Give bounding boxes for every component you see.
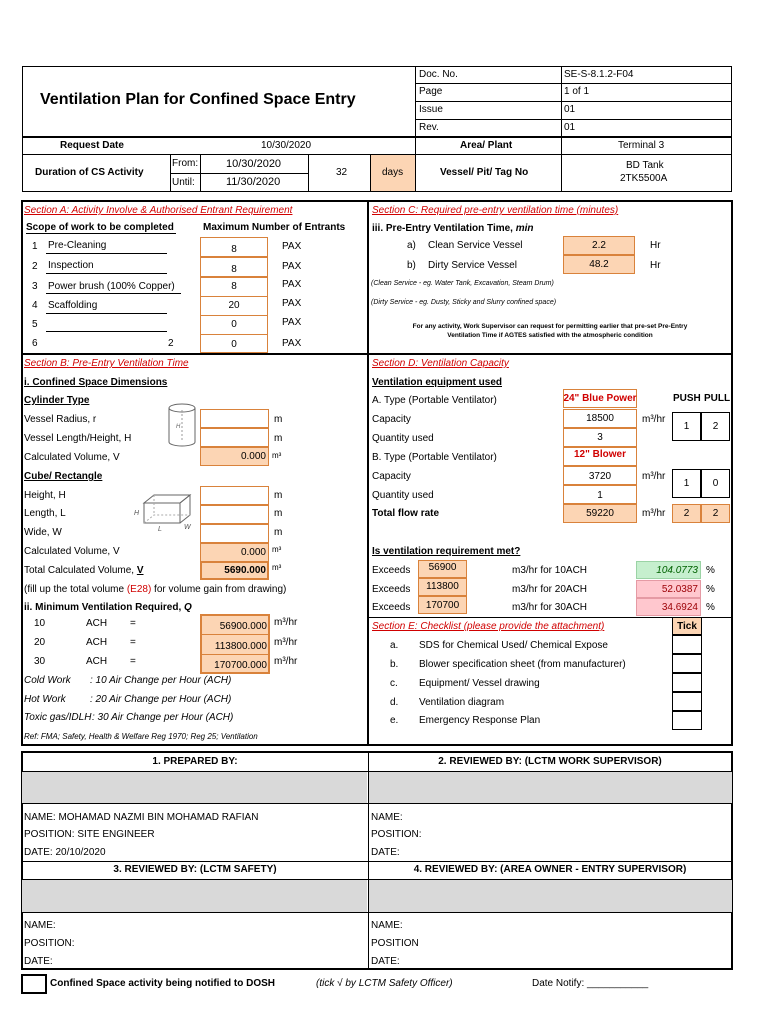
doc-no-label: Doc. No. bbox=[419, 69, 458, 80]
total-flow-unit: m³/hr bbox=[642, 508, 666, 519]
req-value: 56900 bbox=[428, 561, 457, 573]
req-label: m3/hr for 30ACH bbox=[512, 602, 588, 613]
qty-a-value: 3 bbox=[597, 432, 603, 443]
cube-icon bbox=[132, 493, 196, 533]
entrant-count: 20 bbox=[228, 299, 240, 311]
row-no: 1 bbox=[32, 241, 38, 252]
row-no: 5 bbox=[32, 319, 38, 330]
pct-value: 34.6924 bbox=[661, 601, 698, 613]
ach-n: 20 bbox=[34, 637, 46, 648]
date-notify: Date Notify: ___________ bbox=[532, 978, 649, 989]
total-vol-unit: m³ bbox=[272, 563, 282, 572]
push-total-value: 2 bbox=[683, 508, 690, 519]
length-unit: m bbox=[274, 508, 283, 519]
dimensions-title: i. Confined Space Dimensions bbox=[24, 377, 168, 388]
area-plant-label: Area/ Plant bbox=[460, 140, 513, 151]
row-no: 2 bbox=[32, 261, 38, 272]
qty-b-label: Quantity used bbox=[372, 490, 434, 501]
section-a-title: Section A: Activity Involve & Authorised Entrant Requirement bbox=[24, 205, 293, 216]
p2-date: DATE: bbox=[371, 847, 400, 858]
cube-vol-unit: m³ bbox=[272, 545, 282, 554]
row-no: 6 bbox=[32, 338, 38, 349]
from-label: From: bbox=[172, 158, 199, 169]
ach-label: ACH bbox=[86, 656, 108, 667]
dirty-text: Dirty Service Vessel bbox=[428, 260, 517, 271]
ach-eq: = bbox=[130, 656, 136, 667]
ach-eq: = bbox=[130, 618, 136, 629]
equip-used-title: Ventilation equipment used bbox=[372, 377, 503, 388]
req-label: m3/hr for 10ACH bbox=[512, 565, 588, 576]
tick-box[interactable] bbox=[672, 711, 702, 730]
row-task: Scaffolding bbox=[48, 300, 98, 311]
total-flow-label: Total flow rate bbox=[372, 508, 440, 519]
cylinder-title: Cylinder Type bbox=[24, 395, 90, 406]
hot-work-label: Hot Work bbox=[24, 694, 66, 705]
height-unit: m bbox=[274, 490, 283, 501]
cyl-vol-unit: m³ bbox=[272, 451, 282, 460]
issue-value: 01 bbox=[564, 104, 576, 115]
section-c-title: Section C: Required pre-entry ventilation time (minutes) bbox=[372, 205, 619, 216]
rev-value: 01 bbox=[564, 122, 576, 133]
tick-box[interactable] bbox=[672, 635, 702, 654]
vessel-label: Vessel/ Pit/ Tag No bbox=[440, 167, 529, 178]
issue-label: Issue bbox=[419, 104, 443, 115]
met-question: Is ventilation requirement met? bbox=[372, 546, 521, 557]
check-text: SDS for Chemical Used/ Chemical Expose bbox=[419, 640, 608, 651]
tick-header: Tick bbox=[677, 620, 697, 632]
dosh-checkbox[interactable] bbox=[21, 974, 47, 994]
ach-n: 10 bbox=[34, 618, 46, 629]
section-b-title: Section B: Pre-Entry Ventilation Time bbox=[24, 358, 189, 369]
permit-note-1: For any activity, Work Supervisor can request for permitting earlier that pre-set Pre-Entry bbox=[412, 323, 688, 330]
capacity-a-unit: m³/hr bbox=[642, 414, 666, 425]
prepared-by-title: 1. PREPARED BY: bbox=[152, 756, 238, 767]
row-no: 3 bbox=[32, 281, 38, 292]
type-b-value: 12" Blower bbox=[574, 449, 626, 460]
ach-label: ACH bbox=[86, 637, 108, 648]
check-text: Blower specification sheet (from manufacturer) bbox=[419, 659, 626, 670]
clean-time-value: 2.2 bbox=[592, 240, 606, 251]
total-flow-value: 59220 bbox=[586, 508, 614, 519]
length-label: Length, L bbox=[24, 508, 66, 519]
clean-text: Clean Service Vessel bbox=[428, 240, 523, 251]
p1-date: DATE: 20/10/2020 bbox=[24, 847, 106, 858]
height-label: Height, H bbox=[24, 490, 66, 501]
exceeds-label: Exceeds bbox=[372, 565, 411, 576]
pull-total-value: 2 bbox=[712, 508, 719, 519]
tick-box[interactable] bbox=[672, 673, 702, 692]
radius-unit: m bbox=[274, 414, 283, 425]
ach-n: 30 bbox=[34, 656, 46, 667]
safety-title: 3. REVIEWED BY: (LCTM SAFETY) bbox=[113, 864, 277, 875]
check-text: Ventilation diagram bbox=[419, 697, 505, 708]
until-value: 11/30/2020 bbox=[226, 176, 281, 188]
p2-position: POSITION: bbox=[371, 829, 422, 840]
vessel-line1: BD Tank bbox=[626, 160, 664, 171]
length-h-unit: m bbox=[274, 433, 283, 444]
p4-name: NAME: bbox=[371, 920, 403, 931]
radius-input[interactable] bbox=[200, 409, 269, 428]
hot-work-text: : 20 Air Change per Hour (ACH) bbox=[90, 694, 232, 705]
pct-sign: % bbox=[706, 565, 715, 576]
type-a-value: 24" Blue Power bbox=[563, 393, 637, 404]
area-plant-value: Terminal 3 bbox=[618, 140, 665, 151]
p3-position: POSITION: bbox=[24, 938, 75, 949]
check-letter: b. bbox=[390, 659, 399, 670]
tick-box[interactable] bbox=[672, 692, 702, 711]
cyl-vol-value: 0.000 bbox=[240, 451, 266, 462]
cold-work-label: Cold Work bbox=[24, 675, 71, 686]
doc-no-value: SE-S-8.1.2-F04 bbox=[564, 69, 634, 80]
entrant-count: 8 bbox=[231, 263, 237, 275]
pax-label: PAX bbox=[282, 338, 302, 349]
pull-a-value: 2 bbox=[712, 421, 719, 432]
pax-label: PAX bbox=[282, 298, 302, 309]
req-label: m3/hr for 20ACH bbox=[512, 584, 588, 595]
section-d-title: Section D: Ventilation Capacity bbox=[372, 358, 509, 369]
work-supervisor-title: 2. REVIEWED BY: (LCTM WORK SUPERVISOR) bbox=[438, 756, 662, 767]
p1-name: NAME: MOHAMAD NAZMI BIN MOHAMAD RAFIAN bbox=[24, 812, 259, 823]
days-count: 32 bbox=[336, 167, 348, 178]
radius-label: Vessel Radius, r bbox=[24, 414, 97, 425]
type-a-label: A. Type (Portable Ventilator) bbox=[372, 395, 497, 406]
entry-supervisor-title: 4. REVIEWED BY: (AREA OWNER - ENTRY SUPERVISOR) bbox=[413, 864, 687, 875]
wide-unit: m bbox=[274, 527, 283, 538]
clean-unit: Hr bbox=[650, 240, 661, 251]
qty-b-value: 1 bbox=[597, 490, 603, 501]
tick-box[interactable] bbox=[672, 654, 702, 673]
fill-note: (fill up the total volume (E28) for volume gain from drawing) bbox=[24, 584, 287, 595]
pull-b-value: 0 bbox=[712, 478, 719, 489]
min-vent-title: ii. Minimum Ventilation Required, Q bbox=[24, 602, 192, 613]
from-value: 10/30/2020 bbox=[226, 158, 282, 170]
days-label: days bbox=[382, 167, 404, 178]
push-b-value: 1 bbox=[683, 478, 690, 489]
length-h-input[interactable] bbox=[200, 428, 269, 447]
request-date-value: 10/30/2020 bbox=[261, 140, 312, 151]
total-vol-label: Total Calculated Volume, V bbox=[24, 565, 144, 576]
dirty-label: b) bbox=[407, 260, 416, 271]
clean-note: (Clean Service - eg. Water Tank, Excavation, Steam Drum) bbox=[371, 280, 554, 287]
check-letter: d. bbox=[390, 697, 399, 708]
cube-vol-value: 0.000 bbox=[240, 547, 266, 558]
pct-value: 52.0387 bbox=[661, 583, 698, 595]
dirty-time-value: 48.2 bbox=[589, 259, 609, 270]
rev-label: Rev. bbox=[419, 122, 439, 133]
p4-date: DATE: bbox=[371, 956, 400, 967]
row-task: Power brush (100% Copper) bbox=[48, 281, 175, 292]
dirty-note: (Dirty Service - eg. Dusty, Sticky and Slurry confined space) bbox=[371, 299, 557, 306]
duration-label: Duration of CS Activity bbox=[35, 167, 144, 178]
row-no: 4 bbox=[32, 300, 38, 311]
wide-input[interactable] bbox=[200, 524, 269, 543]
total-vol-value: 5690.000 bbox=[224, 565, 266, 576]
dirty-unit: Hr bbox=[650, 260, 661, 271]
pax-label: PAX bbox=[282, 241, 302, 252]
capacity-b-unit: m³/hr bbox=[642, 471, 666, 482]
p2-name: NAME: bbox=[371, 812, 403, 823]
entrant-count: 8 bbox=[231, 243, 237, 255]
page-value: 1 of 1 bbox=[564, 86, 590, 97]
col-max: Maximum Number of Entrants bbox=[203, 222, 346, 233]
page-title: Ventilation Plan for Confined Space Entry bbox=[40, 91, 356, 108]
svg-text:L: L bbox=[158, 526, 162, 533]
permit-note-2: Ventilation Time if AGTES satisfied with the atmospheric condition bbox=[447, 332, 653, 339]
capacity-b-label: Capacity bbox=[372, 471, 411, 482]
entrant-count: 0 bbox=[231, 318, 237, 330]
req-value: 113800 bbox=[426, 580, 459, 592]
p3-date: DATE: bbox=[24, 956, 53, 967]
check-letter: e. bbox=[390, 715, 399, 726]
cylinder-icon bbox=[166, 402, 198, 450]
req-value: 170700 bbox=[425, 599, 460, 611]
pct-sign: % bbox=[706, 602, 715, 613]
clean-label: a) bbox=[407, 240, 416, 251]
ach-value: 56900.000 bbox=[219, 620, 267, 632]
ach-label: ACH bbox=[86, 618, 108, 629]
toxic-label: Toxic gas/IDLH bbox=[24, 712, 92, 723]
tick-note: (tick √ by LCTM Safety Officer) bbox=[316, 978, 453, 989]
vessel-line2: 2TK5500A bbox=[620, 173, 668, 184]
section-e-title: Section E: Checklist (please provide the attachment) bbox=[372, 621, 605, 632]
check-text: Equipment/ Vessel drawing bbox=[419, 678, 540, 689]
capacity-a-label: Capacity bbox=[372, 414, 411, 425]
cube-title: Cube/ Rectangle bbox=[24, 471, 103, 482]
length-input[interactable] bbox=[200, 505, 269, 524]
ach-eq: = bbox=[130, 637, 136, 648]
ach-value: 113800.000 bbox=[214, 640, 267, 652]
check-text: Emergency Response Plan bbox=[419, 715, 541, 726]
p4-position: POSITION bbox=[371, 938, 419, 949]
p3-name: NAME: bbox=[24, 920, 56, 931]
row6-extra: 2 bbox=[168, 338, 174, 349]
cube-vol-label: Calculated Volume, V bbox=[24, 546, 120, 557]
check-letter: c. bbox=[390, 678, 398, 689]
ach-unit: m³/hr bbox=[274, 637, 298, 648]
col-scope: Scope of work to be completed bbox=[26, 222, 174, 233]
cold-work-text: : 10 Air Change per Hour (ACH) bbox=[90, 675, 232, 686]
pull-header: PULL bbox=[704, 393, 731, 404]
entrant-count: 8 bbox=[231, 280, 237, 292]
svg-text:H: H bbox=[176, 424, 181, 430]
exceeds-label: Exceeds bbox=[372, 584, 411, 595]
capacity-b-value: 3720 bbox=[588, 471, 612, 482]
svg-text:H: H bbox=[134, 510, 140, 517]
row-task: Inspection bbox=[48, 260, 94, 271]
svg-text:W: W bbox=[184, 524, 191, 531]
ach-unit: m³/hr bbox=[274, 656, 298, 667]
qty-a-label: Quantity used bbox=[372, 433, 434, 444]
until-label: Until: bbox=[172, 177, 195, 188]
p1-position: POSITION: SITE ENGINEER bbox=[24, 829, 155, 840]
reference-note: Ref: FMA; Safety, Health & Welfare Reg 1970; Reg 25; Ventilation bbox=[24, 732, 258, 741]
pax-label: PAX bbox=[282, 279, 302, 290]
push-header: PUSH bbox=[673, 393, 701, 404]
dosh-notify-label: Confined Space activity being notified to DOSH bbox=[50, 978, 276, 989]
ach-value: 170700.000 bbox=[214, 659, 267, 671]
ach-unit: m³/hr bbox=[274, 617, 298, 628]
pax-label: PAX bbox=[282, 317, 302, 328]
wide-label: Wide, W bbox=[24, 527, 62, 538]
pax-label: PAX bbox=[282, 261, 302, 272]
entrant-count: 0 bbox=[231, 338, 237, 350]
pct-value: 104.0773 bbox=[656, 564, 698, 576]
cyl-vol-label: Calculated Volume, V bbox=[24, 452, 120, 463]
toxic-text: : 30 Air Change per Hour (ACH) bbox=[92, 712, 234, 723]
push-a-value: 1 bbox=[683, 421, 690, 432]
row-task: Pre-Cleaning bbox=[48, 240, 107, 251]
exceeds-label: Exceeds bbox=[372, 602, 411, 613]
height-input[interactable] bbox=[200, 486, 269, 505]
section-c-sub: iii. Pre-Entry Ventilation Time, min bbox=[372, 223, 534, 234]
length-h-label: Vessel Length/Height, H bbox=[24, 433, 132, 444]
check-letter: a. bbox=[390, 640, 399, 651]
type-b-label: B. Type (Portable Ventilator) bbox=[372, 452, 497, 463]
pct-sign: % bbox=[706, 584, 715, 595]
request-date-label: Request Date bbox=[60, 140, 124, 151]
capacity-a-value: 18500 bbox=[586, 413, 614, 424]
page-label: Page bbox=[419, 86, 443, 97]
